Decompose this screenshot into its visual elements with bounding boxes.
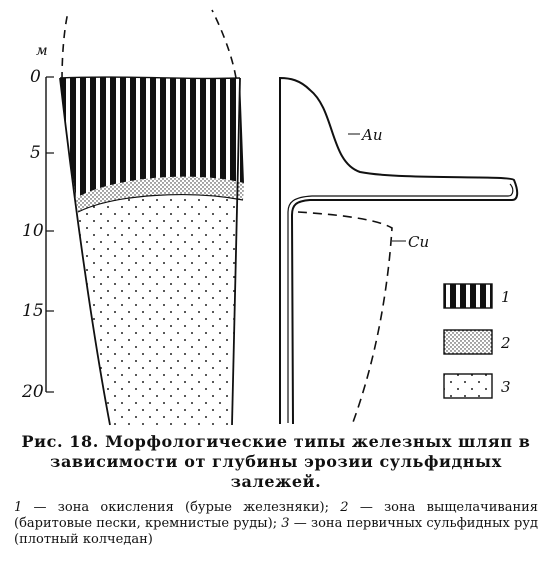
eroded-outline-right xyxy=(212,10,236,78)
depth-label-0: 0 xyxy=(30,67,41,87)
legend-item-text: — зона первичных сульфидных руд (плотный колчедан) xyxy=(14,516,538,547)
legend-item-number: 2 xyxy=(340,500,349,515)
copper-curve-label: Cu xyxy=(408,233,430,251)
depth-label-5: 5 xyxy=(30,143,41,163)
figure-caption xyxy=(14,432,538,548)
legend-number-1: 1 xyxy=(501,288,511,306)
ore-body-section xyxy=(60,77,244,425)
legend-item-number: 1 xyxy=(14,500,23,515)
legend-number-2: 2 xyxy=(501,334,511,352)
legend-box-leaching xyxy=(444,330,492,354)
caption-legend xyxy=(14,500,538,548)
eroded-outline-left xyxy=(62,12,68,80)
metal-curves xyxy=(280,78,517,425)
caption-title: Рис. 18. Морфологические типы железных шляп в зависимости от глубины эрозии сульфидных залежей. xyxy=(21,432,531,491)
depth-unit-label: м xyxy=(36,43,48,59)
legend-number-3: 3 xyxy=(501,378,511,396)
depth-label-15: 15 xyxy=(22,301,44,321)
gold-curve-label: Au xyxy=(362,126,383,144)
legend xyxy=(444,284,511,398)
legend-box-oxidation xyxy=(444,284,492,308)
depth-label-10: 10 xyxy=(22,221,44,241)
gold-curve xyxy=(280,78,517,424)
depth-label-20: 20 xyxy=(22,382,44,402)
legend-box-primary xyxy=(444,374,492,398)
depth-scale xyxy=(21,43,54,402)
legend-item-number: 3 xyxy=(281,516,290,531)
legend-item-text: — зона окисления (бурые железняки); xyxy=(33,500,330,515)
legend-item-text: — зона выщелачивания (баритовые пески, кремнистые руды); xyxy=(14,500,538,531)
copper-curve xyxy=(298,212,392,425)
